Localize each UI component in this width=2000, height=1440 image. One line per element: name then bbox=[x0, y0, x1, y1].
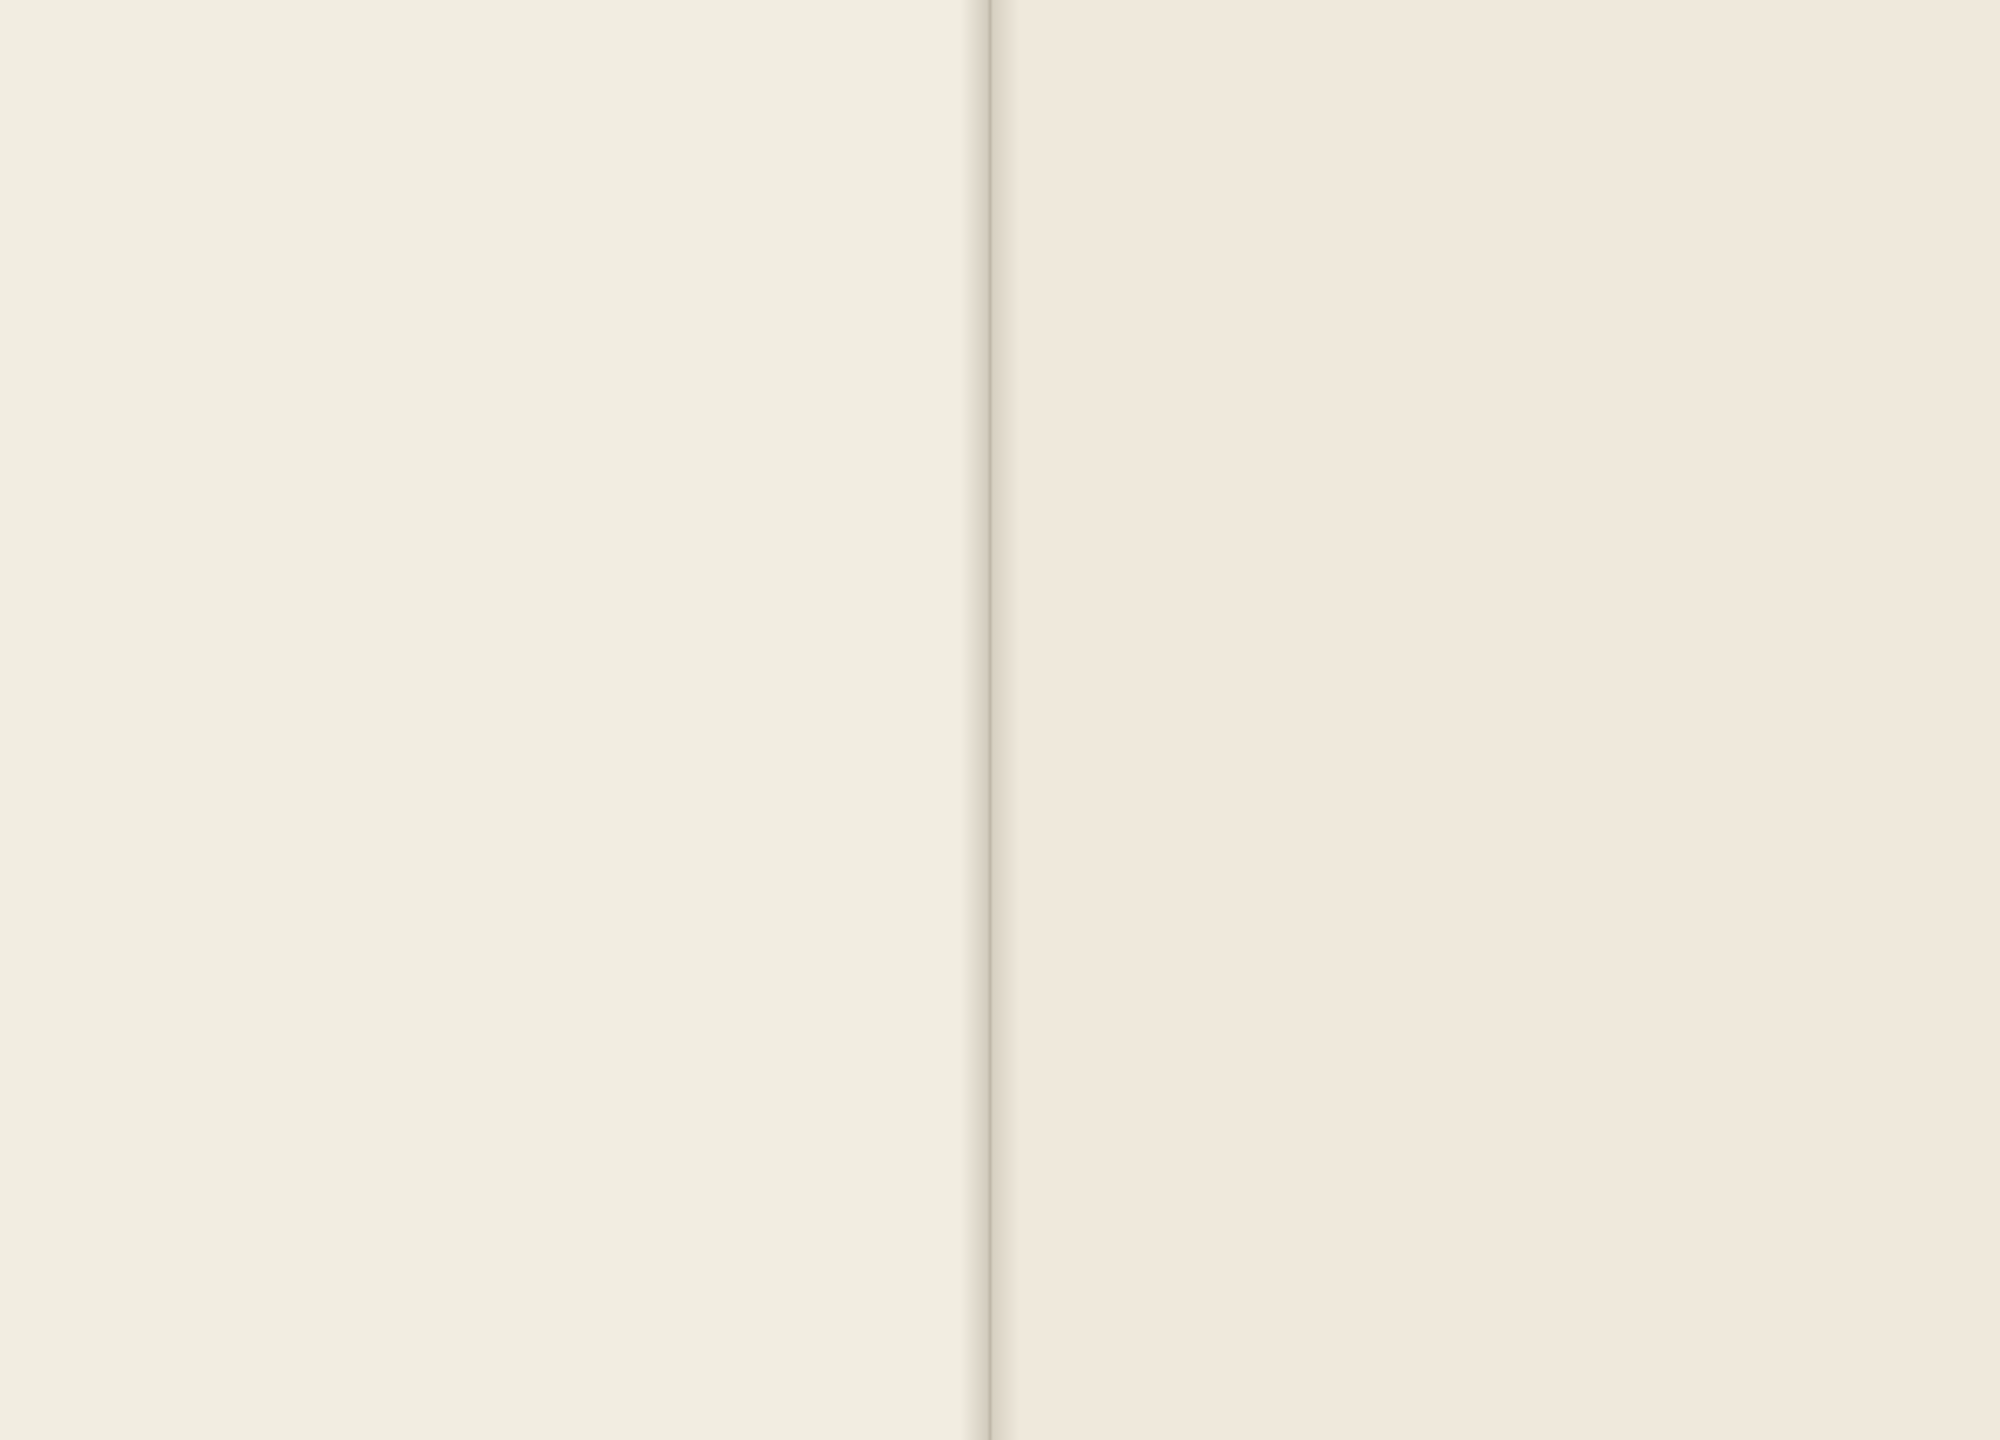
book-gutter bbox=[960, 0, 1020, 1440]
left-page bbox=[0, 0, 990, 1440]
right-page bbox=[990, 0, 2000, 1440]
